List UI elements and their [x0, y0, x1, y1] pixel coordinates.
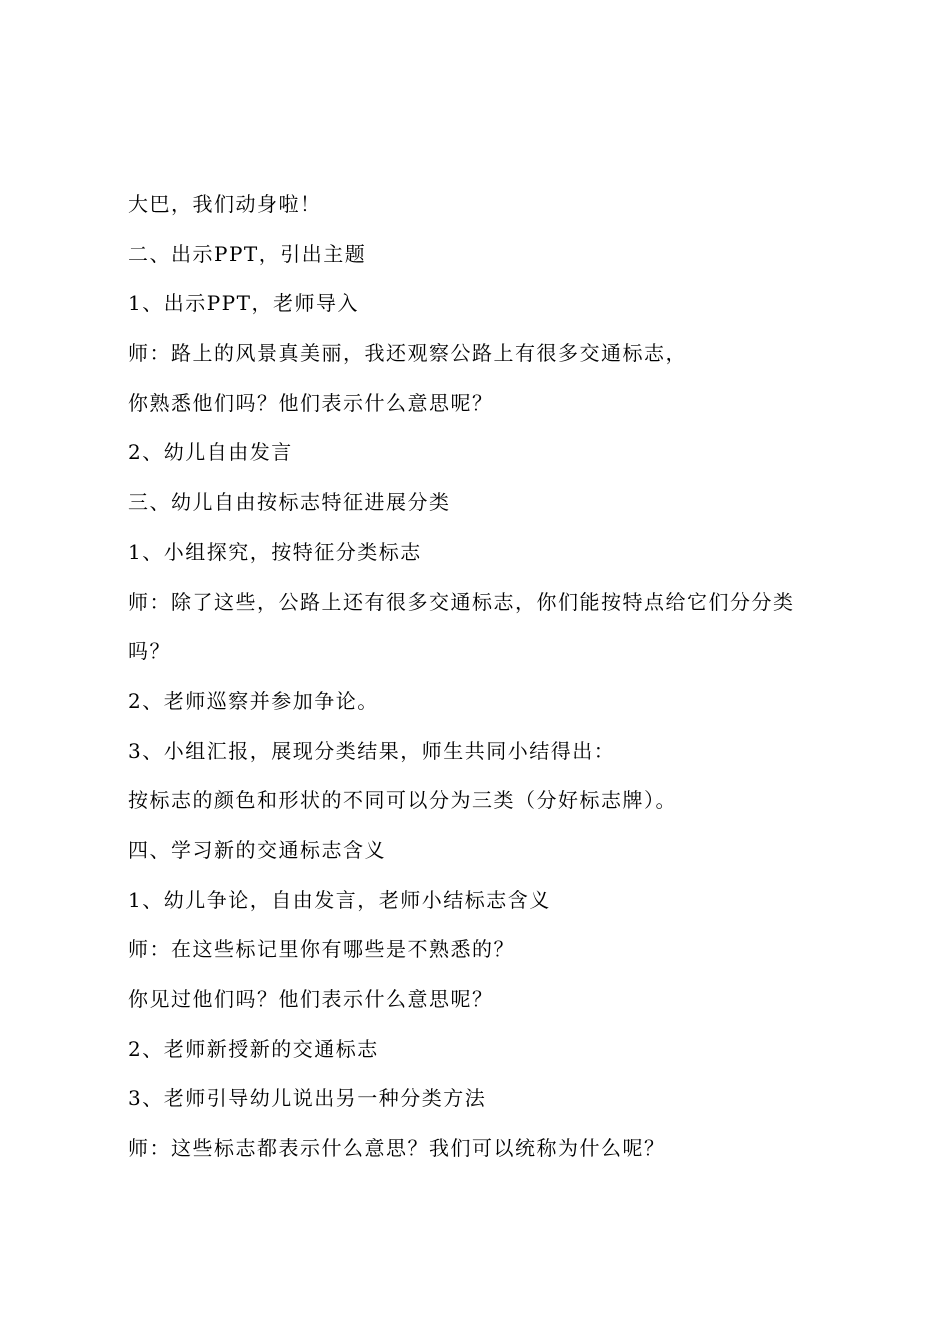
text-line: 1、幼儿争论，自由发言，老师小结标志含义 — [128, 887, 551, 912]
text-line: 1、出示PPT，老师导入 — [128, 291, 359, 316]
section-heading: 三、幼儿自由按标志特征进展分类 — [128, 490, 451, 515]
text-line: 你熟悉他们吗？他们表示什么意思呢？ — [128, 390, 494, 415]
text-line: 2、老师巡察并参加争论。 — [128, 688, 379, 713]
text-line: 2、幼儿自由发言 — [128, 440, 293, 465]
text-line: 师：这些标志都表示什么意思？我们可以统称为什么呢？ — [128, 1136, 666, 1161]
section-heading: 二、出示PPT，引出主题 — [128, 241, 367, 266]
text-line: 师：路上的风景真美丽，我还观察公路上有很多交通标志， — [128, 341, 687, 366]
section-heading: 四、学习新的交通标志含义 — [128, 837, 386, 862]
text-line: 师：除了这些，公路上还有很多交通标志，你们能按特点给它们分分类 — [128, 589, 795, 614]
text-line: 1、小组探究，按特征分类标志 — [128, 539, 422, 564]
document-body — [128, 180, 838, 1174]
text-line: 师：在这些标记里你有哪些是不熟悉的？ — [128, 937, 515, 962]
text-line: 3、小组汇报，展现分类结果，师生共同小结得出： — [128, 738, 616, 763]
text-line: 按标志的颜色和形状的不同可以分为三类（分好标志牌）。 — [128, 788, 677, 813]
text-line: 你见过他们吗？他们表示什么意思呢？ — [128, 987, 494, 1011]
text-line: 大巴，我们动身啦！ — [128, 192, 322, 216]
text-line: 2、老师新授新的交通标志 — [128, 1036, 379, 1061]
text-line: 吗？ — [128, 639, 171, 664]
text-line: 3、老师引导幼儿说出另一种分类方法 — [128, 1086, 487, 1111]
